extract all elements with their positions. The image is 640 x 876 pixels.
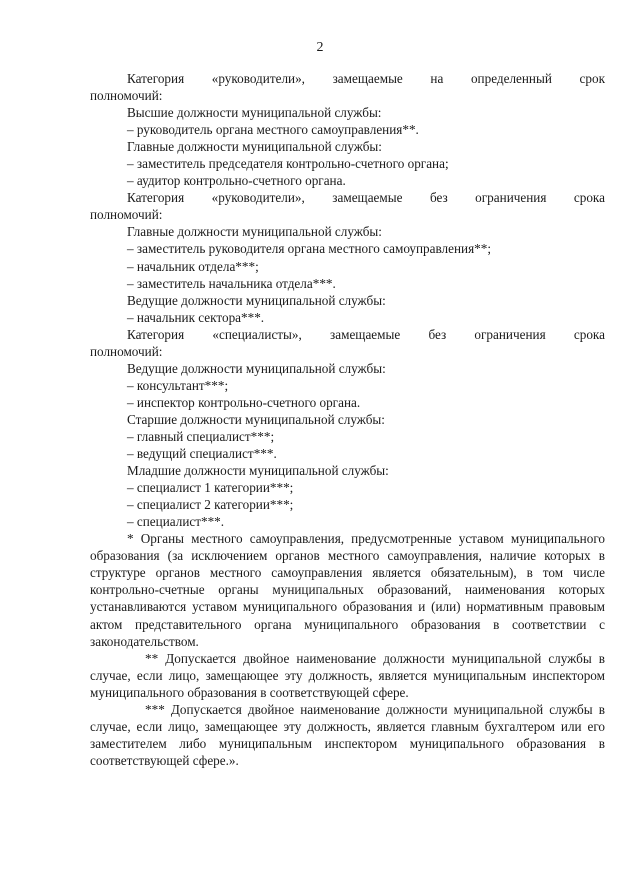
paragraph: – заместитель руководителя органа местного самоуправления**;: [127, 241, 492, 257]
paragraph: – руководитель органа местного самоуправления**.: [127, 122, 419, 138]
paragraph: – заместитель начальника отдела***.: [127, 275, 336, 291]
paragraph: – специалист 1 категории***;: [127, 480, 294, 496]
paragraph: ** Допускается двойное наименование должности муниципальной службы в случае, если лицо, замещающее эту должность, является муниципальным инспектором муниципального образования в соответствующей сфере.: [90, 650, 605, 700]
paragraph: полномочий:: [90, 343, 163, 359]
paragraph: Ведущие должности муниципальной службы:: [127, 360, 386, 376]
paragraph: – начальник сектора***.: [127, 309, 265, 325]
paragraph: – инспектор контрольно-счетного органа.: [127, 394, 361, 410]
paragraph: Ведущие должности муниципальной службы:: [127, 292, 386, 308]
paragraph: *** Допускается двойное наименование должности муниципальной службы в случае, если лицо, замещающее эту должность, является главным бухгалтером или его заместителем либо муниципальным инспектором муниципального образования в соответствующей сфере.».: [90, 701, 605, 768]
paragraph: – специалист 2 категории***;: [127, 497, 294, 513]
paragraph: Младшие должности муниципальной службы:: [127, 463, 389, 479]
paragraph: * Органы местного самоуправления, предусмотренные уставом муниципального образования (за исключением органов местного самоуправления, наличие которых в структуре органов местного самоуправления является обязательным), в том числе контрольно-счетные органы муниципальных образований, наименования которых устанавливаются уставом муниципального образования и (или) нормативным правовым актом представительного органа муниципального образования в соответствии с законодательством.: [90, 531, 605, 649]
paragraph: – заместитель председателя контрольно-счетного органа;: [127, 156, 449, 172]
paragraph: – аудитор контрольно-счетного органа.: [127, 173, 346, 189]
document-body: [90, 70, 605, 769]
paragraph: Старшие должности муниципальной службы:: [127, 411, 385, 427]
paragraph: Высшие должности муниципальной службы:: [127, 105, 382, 121]
paragraph: – ведущий специалист***.: [127, 446, 277, 462]
paragraph: Категория «специалисты», замещаемые без ограничения срока: [127, 326, 605, 342]
paragraph: – консультант***;: [127, 377, 229, 393]
paragraph: Категория «руководители», замещаемые на определенный срок: [127, 71, 605, 86]
paragraph: Категория «руководители», замещаемые без ограничения срока: [127, 190, 605, 206]
paragraph: – главный специалист***;: [127, 428, 275, 444]
page-number: 2: [316, 40, 324, 55]
paragraph: Главные должности муниципальной службы:: [127, 224, 382, 240]
paragraph: полномочий:: [90, 207, 163, 223]
paragraph: полномочий:: [90, 88, 163, 104]
paragraph: – начальник отдела***;: [127, 258, 259, 274]
paragraph: Главные должности муниципальной службы:: [127, 139, 382, 155]
paragraph: – специалист***.: [127, 514, 225, 530]
